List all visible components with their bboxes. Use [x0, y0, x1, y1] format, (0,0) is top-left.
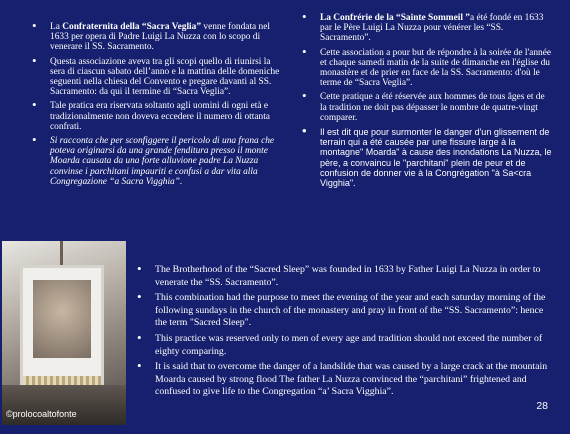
french-bullet-4-text: Il est dit que pour surmonter le danger d'un glissement de terrain qui a été causée par une fissure large à la montagne" Moarda" à cause des inondations La Nuzza, le père, a convaincu le "parchitani" plein de peur et de confusion de donner vie à la Congrégation "à Sa<cra Vigghia".: [320, 127, 552, 189]
french-text-column: [300, 13, 552, 192]
french-bullet-list: [300, 13, 552, 188]
italian-bullet-1-text: venne fondata nel 1633 per opera di Padre Luigi La Nuzza con lo scopo di venerare il SS. Sacramento.: [50, 22, 271, 53]
french-bullet-2-text: Cette association a pour but de répondre à la soirée de l'année et chaque samedi matin de la suite de dimanche en l'église du monastère et de prier en face de la SS. Sacramento: d'où le terme de “Sacra Veglia”.: [320, 47, 552, 89]
english-bullet-3: [135, 333, 549, 358]
italian-bullet-list: [30, 22, 282, 187]
italian-bullet-1-prefix: La: [50, 22, 63, 32]
italian-text-column: [30, 22, 282, 191]
page-number: 28: [536, 400, 548, 412]
photo-watermark: ©prolocoaltofonte: [6, 409, 77, 419]
french-bullet-1: [300, 13, 552, 44]
italian-bullet-3: [30, 101, 282, 132]
italian-bullet-3-text: Tale pratica era riservata soltanto agli uomini di ogni età e tradizionalmente non doveva eccedere il numero di ottanta confrati.: [50, 101, 270, 132]
confraternity-banner: [20, 265, 104, 397]
english-bullet-1-text: The Brotherhood of the “Sacred Sleep” was founded in 1633 by Father Luigi La Nuzza in order to venerate the “SS. Sacramento”.: [155, 264, 541, 288]
french-bullet-3-text: Cette pratique a été réservée aux hommes de tous âges et de la tradition ne doit pas dépasser le nombre de quatre-vingt comparer.: [320, 92, 545, 123]
english-bullet-4-text: It is said that to overcome the danger of a landslide that was caused by a large crack at the mountain Moarda caused by strong flood The father La Nuzza convinced the “parchitani” frightened and confused to give life to the Congregation “a’ Sacra Vigghia”.: [155, 361, 548, 398]
french-bullet-2: [300, 48, 552, 89]
english-bullet-2: [135, 292, 549, 330]
english-bullet-3-text: This practice was reserved only to men of every age and tradition should not exceed the number of eighty comparing.: [155, 332, 543, 357]
italian-bullet-4-text: Si racconta che per sconfiggere il pericolo di una frana che poteva originarsi da una grande fenditura presso il monte Moarda causata da una forte alluvione padre La Nuzza convinse i parchitani impauriti e confusi a dar vita alla Congregazione “a Sacra Vigghia”.: [50, 136, 275, 187]
french-bullet-1-text: a été fondé en 1633 par le Père Luigi La Nuzza pour vénérer les “SS. Sacramento”.: [320, 13, 544, 44]
italian-bullet-1: [30, 22, 282, 53]
english-text-column: [135, 264, 549, 402]
french-bullet-1-title: La Confrérie de la “Sainte Sommeil ”: [320, 13, 470, 23]
english-bullet-2-text: This combination had the purpose to meet the evening of the year and each saturday morning of the following sundays in the church of the monastery and pray in front of the “SS. Sacramento”: hence the term "Sacred Sleep".: [155, 292, 546, 329]
crowd-shadow: [2, 385, 126, 425]
english-bullet-1: [135, 264, 549, 289]
french-bullet-3: [300, 92, 552, 123]
banner-photo: [2, 241, 126, 425]
english-bullet-list: [135, 264, 549, 399]
italian-bullet-2: [30, 57, 282, 98]
banner-pole: [60, 241, 63, 267]
italian-bullet-1-title: Confraternita della “Sacra Veglia”: [62, 22, 202, 32]
banner-painting: [33, 280, 91, 358]
italian-bullet-2-text: Questa associazione aveva tra gli scopi quello di riunirsi la sera di ciascun sabato dell’anno e la mattina delle domeniche seguenti nella chiesa del Convento e pregare davanti al SS. Sacramento: da qui il termine di “Sacra Veglia”.: [50, 56, 280, 98]
french-bullet-4: [300, 127, 552, 188]
english-bullet-4: [135, 361, 549, 399]
italian-bullet-4: [30, 136, 282, 187]
